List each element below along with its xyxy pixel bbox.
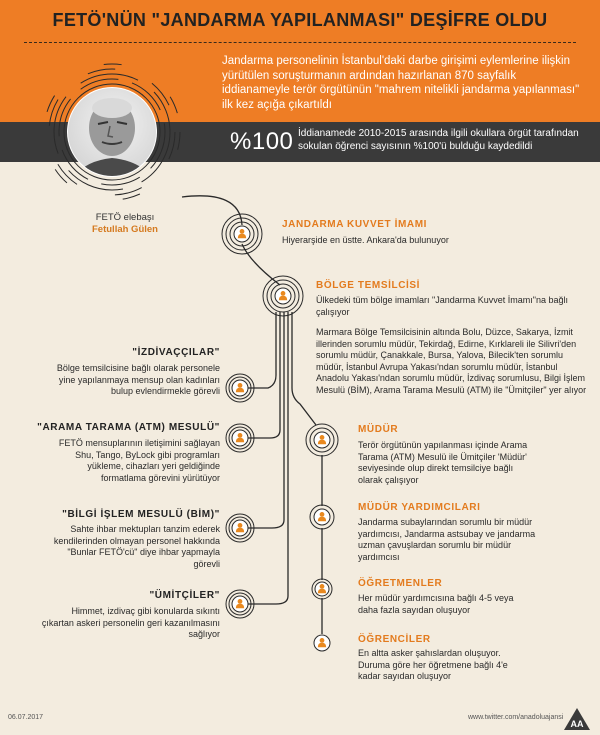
- yardimci-title: MÜDÜR YARDIMCILARI: [358, 502, 481, 513]
- footer-site: www.twitter.com/anadoluajansi: [468, 714, 564, 721]
- aa-logo-text: AA: [570, 719, 584, 729]
- aa-logo-icon: [562, 706, 592, 732]
- connector-imam-bolge: [242, 244, 280, 285]
- leader-caption: [50, 212, 200, 236]
- umit-title: "ÜMİTÇİLER": [149, 590, 220, 601]
- node-bolge-circle: [263, 276, 303, 316]
- bolge-desc-2: Marmara Bölge Temsilcisinin altında Bolu, Düzce, Sakarya, İzmit illerinden sorumlu müdür, Tekirdağ, Edirne, Kırklareli ile Silivri'den sorumlu müdür, Çanakkale, Bursa, Yalova, Bilecik'ten sorumlu müdür, İstanbul Avrupa Yakası'ndan sorumlu müdür, İstanbul Anadolu Yakası'ndan sorumlu müdür, İzdivaç sorumlusu, Bilgi İşlem Mesulü (BİM), Arama Tarama Mesulü (ATM) ile "Ümitçiler" yer alıyor: [316, 327, 587, 395]
- mudur-title: MÜDÜR: [358, 424, 399, 435]
- leader-name: Fetullah Gülen: [92, 224, 158, 235]
- stat-text: İddianamede 2010-2015 arasında ilgili okullara örgüt tarafından sokulan öğrenci sayısının %100'ü bulduğu kaydedildi: [298, 128, 579, 152]
- node-yardimci-circle: [310, 505, 334, 529]
- connector-bim: [248, 312, 284, 528]
- atm-desc: FETÖ mensuplarının iletişimini sağlayan Shu, Tango, ByLock gibi programları yükleme, cihazları yeri geldiğinde formatlama görevini yürütüyor: [58, 438, 220, 483]
- umit-desc: Himmet, izdivaç gibi konularda sıkıntı çıkartan askeri personelin geri kazanılmasını sağlıyor: [41, 606, 220, 640]
- bim-desc: Sahte ihbar mektupları tanzim ederek kendilerinden olmayan personel hakkında "Bunlar FETÖ'cü" diye ihbar yapmayla görevli: [53, 524, 220, 569]
- yardimci-desc: Jandarma subaylarından sorumlu bir müdür yardımcısı, Jandarma astsubay ve jandarma uzman çavuşlardan sorumlu bir müdür yardımcısı: [358, 517, 536, 562]
- stat-value: %100: [230, 128, 294, 155]
- intro-text: Jandarma personelinin İstanbul'daki darbe girişimi eylemlerine ilişkin yürütülen soruşturmanın ardından hazırlanan 870 sayfalık iddianameyle terör örgütünün "mahrem nitelikli jandarma yapılanması" ilk kez açığa çıkartıldı: [222, 55, 580, 111]
- imam-desc: Hiyerarşide en üstte. Ankara'da bulunuyor: [282, 235, 449, 245]
- bim-title: "BİLGİ İŞLEM MESULÜ (BİM)": [62, 509, 220, 520]
- izdivac-desc: Bölge temsilcisine bağlı olarak personele yine yapılanmaya mensup olan kadınları bulup evlendirmekle görevli: [56, 363, 220, 397]
- footer-date: 06.07.2017: [8, 714, 44, 721]
- node-ogrenci-circle: [314, 635, 330, 651]
- ogrenci-desc: En altta asker şahıslardan oluşuyor. Duruma göre her öğretmene bağlı 4'e kadar sayıdan oluşuyor: [358, 648, 508, 682]
- mudur-desc: Terör örgütünün yapılanması içinde Arama Tarama (ATM) Mesulü ile Ümitçiler 'Müdür' seviyesinde olup direkt temsilciye bağlı olarak çalışıyor: [358, 440, 528, 485]
- page-title: FETÖ'NÜN "JANDARMA YAPILANMASI" DEŞİFRE OLDU: [52, 10, 548, 30]
- connector-izdivac: [248, 312, 276, 388]
- connector-umit: [248, 312, 288, 604]
- imam-title: JANDARMA KUVVET İMAMI: [282, 219, 428, 230]
- bolge-desc-1: Ülkedeki tüm bölge imamları "Jandarma Kuvvet İmamı"na bağlı çalışıyor: [316, 295, 568, 317]
- connector-mudur: [292, 312, 316, 425]
- bolge-title: BÖLGE TEMSİLCİSİ: [316, 280, 421, 291]
- izdivac-title: "İZDİVAÇÇILAR": [132, 347, 220, 358]
- ogretmen-desc: Her müdür yardımcısına bağlı 4-5 veya daha fazla sayıdan oluşuyor: [358, 593, 514, 615]
- node-ogretmen-circle: [312, 579, 332, 599]
- ogrenci-title: ÖĞRENCİLER: [358, 634, 431, 645]
- node-mudur-circle: [306, 424, 338, 456]
- ogretmen-title: ÖĞRETMENLER: [358, 578, 443, 589]
- connector-atm: [248, 312, 280, 438]
- portrait-photo: [20, 50, 204, 214]
- atm-title: "ARAMA TARAMA (ATM) MESULÜ": [37, 422, 220, 433]
- leader-role: FETÖ elebaşı: [95, 212, 155, 223]
